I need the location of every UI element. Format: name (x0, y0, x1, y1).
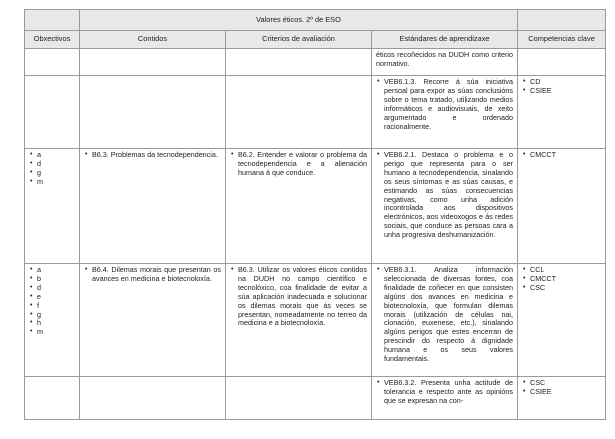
curriculum-table (24, 9, 606, 420)
standard-item: • VEB6.1.3. Recorre á súa iniciativa persoal para expor as súas conclusións sobre o tema tratado, utilizando medios informáticos e audiovisuais, de xeito argumentado e ordenado racionalmente. (384, 78, 513, 131)
objective-item: • g (37, 169, 75, 178)
title-row-blank-cell (25, 10, 80, 31)
competences-cell (518, 49, 606, 76)
objective-item: • g (37, 311, 75, 320)
objective-item: • d (37, 160, 75, 169)
competence-item: • CMCCT (530, 151, 601, 160)
objective-item: • b (37, 275, 75, 284)
header-row (25, 31, 606, 49)
standard-item: • VEB6.3.2. Presenta unha actitude de tolerancia e respecto ante as opinións que se expresan na con- (384, 379, 513, 406)
content-cell (80, 49, 226, 76)
criteria-cell (226, 377, 372, 420)
standards-cell (372, 264, 518, 377)
competence-item: • CCL (530, 266, 601, 275)
table-title: Valores éticos. 2º de ESO (80, 10, 518, 31)
objective-item: • m (37, 178, 75, 187)
competences-cell (518, 149, 606, 264)
header-standards: Estándares de aprendizaxe (372, 31, 518, 49)
standards-cell (372, 377, 518, 420)
standards-cell (372, 76, 518, 149)
content-cell (80, 377, 226, 420)
table-row (25, 377, 606, 420)
competences-cell (518, 264, 606, 377)
content-cell (80, 149, 226, 264)
objective-item: • a (37, 151, 75, 160)
objective-item: • e (37, 293, 75, 302)
competence-item: • CSIEE (530, 87, 601, 96)
criteria-item: • B6.2. Entender e valorar o problema da tecnodependencia e a alienación humana á que conduce. (238, 151, 367, 178)
objective-item: • h (37, 319, 75, 328)
objective-item: • f (37, 302, 75, 311)
objectives-cell (25, 377, 80, 420)
objectives-cell (25, 149, 80, 264)
table-row (25, 264, 606, 377)
header-objectives: Obxectivos (25, 31, 80, 49)
criteria-cell (226, 49, 372, 76)
title-row (25, 10, 606, 31)
standard-text: éticos recoñecidos na DUDH como criterio normativo. (376, 50, 514, 68)
content-item: • B6.3. Problemas da tecnodependencia. (92, 151, 221, 160)
table-row (25, 49, 606, 76)
objectives-cell (25, 76, 80, 149)
header-content: Contidos (80, 31, 226, 49)
standard-item: • VEB6.2.1. Destaca o problema e o perigo que representa para o ser humano a tecnodependencia, sinalando os seus síntomas e as súas causas, e estimando as súas consecuencias negativas, como unha adición incontrolada aos dispositivos electrónicos, aos videoxogos e ás redes sociais, que conduce as persoas cara a unha progresiva deshumanización. (384, 151, 513, 240)
title-row-blank-cell (518, 10, 606, 31)
competence-item: • CSC (530, 379, 601, 388)
competences-cell (518, 377, 606, 420)
competence-item: • CSIEE (530, 388, 601, 397)
header-competences: Competencias clave (518, 31, 606, 49)
objectives-cell (25, 264, 80, 377)
content-item: • B6.4. Dilemas morais que presentan os avances en medicina e biotecnoloxía. (92, 266, 221, 284)
standards-cell (372, 149, 518, 264)
competence-item: • CMCCT (530, 275, 601, 284)
competence-item: • CSC (530, 284, 601, 293)
table-row (25, 149, 606, 264)
criteria-item: • B6.3. Utilizar os valores éticos contidos na DUDH no campo científico e tecnolóxico, coa finalidade de evitar a súa aplicación inadecuada e solucionar os dilemas morais que ás veces se presentan, nomeadamente no terreo da medicina e a biotecnoloxía. (238, 266, 367, 328)
curriculum-table-container (24, 9, 606, 420)
criteria-cell (226, 149, 372, 264)
objective-item: • d (37, 284, 75, 293)
table-row (25, 76, 606, 149)
criteria-cell (226, 264, 372, 377)
content-cell (80, 264, 226, 377)
standard-item: • VEB6.3.1. Analiza información seleccionada de diversas fontes, coa finalidade de coñecer en que consisten algúns dos avances en medicina e biotecnoloxía, que formulan dilemas morais (utilización de células nai, clonación, euxenese, etc.), sinalando algúns perigos que estes encerran de prescindir do respecto á dignidade humana e os seus valores fundamentais. (384, 266, 513, 364)
objective-item: • a (37, 266, 75, 275)
objective-item: • m (37, 328, 75, 337)
objectives-cell (25, 49, 80, 76)
competence-item: • CD (530, 78, 601, 87)
header-criteria: Criterios de avaliación (226, 31, 372, 49)
criteria-cell (226, 76, 372, 149)
standards-cell (372, 49, 518, 76)
competences-cell (518, 76, 606, 149)
content-cell (80, 76, 226, 149)
